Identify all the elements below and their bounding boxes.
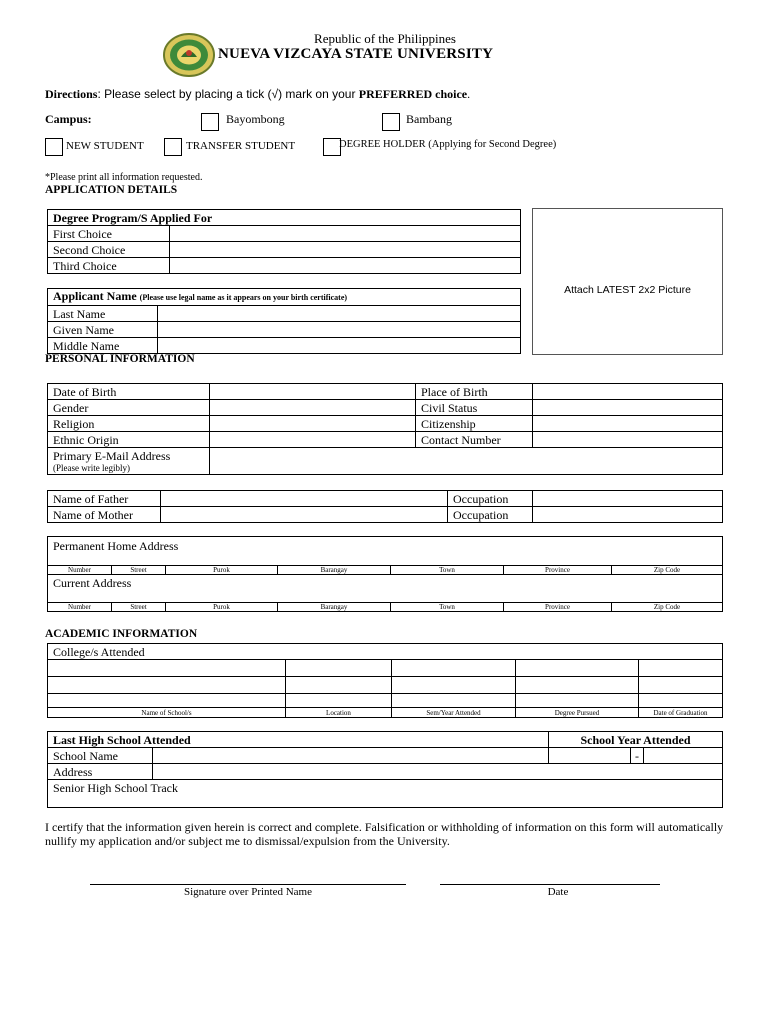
degree-pursued-caption: Degree Pursued bbox=[516, 708, 639, 718]
degree-program-header: Degree Program/S Applied For bbox=[48, 210, 521, 226]
second-choice-label: Second Choice bbox=[48, 242, 170, 258]
second-choice-field[interactable] bbox=[170, 242, 521, 258]
hs-header: Last High School Attended bbox=[48, 732, 549, 748]
contact-number-label: Contact Number bbox=[416, 432, 533, 448]
college-row2-degree[interactable] bbox=[516, 677, 639, 694]
hs-address-label: Address bbox=[48, 764, 153, 780]
transfer-student-label: TRANSFER STUDENT bbox=[186, 140, 296, 152]
perm-province-caption: Province bbox=[504, 566, 612, 575]
mother-occupation-field[interactable] bbox=[533, 507, 723, 523]
degree-holder-label: DEGREE HOLDER (Applying for Second Degree) bbox=[339, 139, 557, 150]
civil-status-label: Civil Status bbox=[416, 400, 533, 416]
religion-label: Religion bbox=[48, 416, 210, 432]
college-row3-location[interactable] bbox=[286, 694, 392, 708]
curr-zip-caption: Zip Code bbox=[612, 603, 723, 612]
shs-track-label: Senior High School Track bbox=[53, 781, 179, 795]
school-name-label: School Name bbox=[48, 748, 153, 764]
mother-label: Name of Mother bbox=[48, 507, 161, 523]
applicant-name-header bbox=[48, 289, 521, 306]
shs-track-field[interactable] bbox=[48, 780, 723, 808]
dob-label: Date of Birth bbox=[48, 384, 210, 400]
college-row1-location[interactable] bbox=[286, 660, 392, 677]
school-name-caption: Name of School/s bbox=[48, 708, 286, 718]
curr-barangay-caption: Barangay bbox=[278, 603, 391, 612]
gender-field[interactable] bbox=[210, 400, 416, 416]
date-graduation-caption: Date of Graduation bbox=[639, 708, 723, 718]
pob-field[interactable] bbox=[533, 384, 723, 400]
applicant-name-note: (Please use legal name as it appears on your birth certificate) bbox=[139, 293, 348, 302]
hs-year-dash: - bbox=[631, 748, 644, 764]
last-name-field[interactable] bbox=[158, 306, 521, 322]
mother-field[interactable] bbox=[161, 507, 448, 523]
parents-table bbox=[47, 490, 723, 523]
last-name-label: Last Name bbox=[48, 306, 158, 322]
directions-emph: PREFERRED choice bbox=[358, 87, 468, 101]
middle-name-field[interactable] bbox=[158, 338, 521, 354]
campus-bambang-label: Bambang bbox=[406, 112, 452, 126]
university-seal bbox=[163, 33, 215, 77]
college-row3-degree[interactable] bbox=[516, 694, 639, 708]
civil-status-field[interactable] bbox=[533, 400, 723, 416]
applicant-name-table bbox=[47, 288, 521, 354]
religion-field[interactable] bbox=[210, 416, 416, 432]
hs-year-header: School Year Attended bbox=[549, 732, 723, 748]
curr-street-caption: Street bbox=[112, 603, 166, 612]
college-row3-school[interactable] bbox=[48, 694, 286, 708]
college-row1-graduation[interactable] bbox=[639, 660, 723, 677]
dob-field[interactable] bbox=[210, 384, 416, 400]
email-note: (Please write legibly) bbox=[53, 463, 130, 473]
certification-text: I certify that the information given herein is correct and complete. Falsification or withholding of information on this form will automatically nullify my application and/or subject me to dismissal/expulsion from the University. bbox=[45, 820, 724, 848]
directions-end: . bbox=[467, 87, 471, 101]
third-choice-field[interactable] bbox=[170, 258, 521, 274]
photo-label: Attach LATEST 2x2 Picture bbox=[564, 284, 691, 296]
personal-information-heading: PERSONAL INFORMATION bbox=[45, 353, 195, 365]
new-student-checkbox[interactable] bbox=[45, 138, 63, 156]
signature-line[interactable] bbox=[90, 884, 406, 885]
hs-year-end-field[interactable] bbox=[644, 748, 723, 764]
given-name-field[interactable] bbox=[158, 322, 521, 338]
ethnic-origin-field[interactable] bbox=[210, 432, 416, 448]
directions bbox=[45, 87, 470, 102]
degree-program-table bbox=[47, 209, 521, 274]
photo-box[interactable] bbox=[532, 208, 723, 355]
father-occupation-field[interactable] bbox=[533, 491, 723, 507]
pob-label: Place of Birth bbox=[416, 384, 533, 400]
first-choice-field[interactable] bbox=[170, 226, 521, 242]
first-choice-label: First Choice bbox=[48, 226, 170, 242]
college-row3-sem[interactable] bbox=[392, 694, 516, 708]
college-row2-graduation[interactable] bbox=[639, 677, 723, 694]
signature-label: Signature over Printed Name bbox=[184, 886, 312, 898]
colleges-attended-label: College/s Attended bbox=[48, 644, 723, 660]
father-field[interactable] bbox=[161, 491, 448, 507]
campus-bayombong-label: Bayombong bbox=[226, 112, 285, 126]
father-label: Name of Father bbox=[48, 491, 161, 507]
republic-label: Republic of the Philippines bbox=[314, 31, 456, 46]
permanent-address-label: Permanent Home Address bbox=[53, 539, 179, 553]
perm-street-caption: Street bbox=[112, 566, 166, 575]
college-table bbox=[47, 643, 723, 718]
given-name-label: Given Name bbox=[48, 322, 158, 338]
email-field[interactable] bbox=[210, 448, 723, 475]
current-address-label: Current Address bbox=[53, 576, 132, 590]
campus-bayombong-checkbox[interactable] bbox=[201, 113, 219, 131]
applicant-name-title: Applicant Name bbox=[53, 289, 137, 303]
college-row2-location[interactable] bbox=[286, 677, 392, 694]
curr-number-caption: Number bbox=[48, 603, 112, 612]
print-note: *Please print all information requested. bbox=[45, 172, 203, 183]
email-label-cell bbox=[48, 448, 210, 475]
perm-number-caption: Number bbox=[48, 566, 112, 575]
contact-number-field[interactable] bbox=[533, 432, 723, 448]
transfer-student-checkbox[interactable] bbox=[164, 138, 182, 156]
academic-information-heading: ACADEMIC INFORMATION bbox=[45, 628, 198, 640]
high-school-table bbox=[47, 731, 723, 808]
university-name: NUEVA VIZCAYA STATE UNIVERSITY bbox=[218, 46, 494, 62]
hs-year-start-field[interactable] bbox=[549, 748, 631, 764]
location-caption: Location bbox=[286, 708, 392, 718]
hs-address-field[interactable] bbox=[153, 764, 723, 780]
college-row2-sem[interactable] bbox=[392, 677, 516, 694]
campus-label: Campus: bbox=[45, 112, 92, 126]
new-student-label: NEW STUDENT bbox=[66, 140, 144, 152]
citizenship-label: Citizenship bbox=[416, 416, 533, 432]
father-occupation-label: Occupation bbox=[448, 491, 533, 507]
date-line[interactable] bbox=[440, 884, 660, 885]
directions-label: Directions bbox=[45, 87, 98, 101]
curr-town-caption: Town bbox=[391, 603, 504, 612]
email-label: Primary E-Mail Address bbox=[53, 449, 171, 463]
citizenship-field[interactable] bbox=[533, 416, 723, 432]
middle-name-label: Middle Name bbox=[48, 338, 158, 354]
current-address-field[interactable] bbox=[48, 575, 723, 603]
ethnic-origin-label: Ethnic Origin bbox=[48, 432, 210, 448]
mother-occupation-label: Occupation bbox=[448, 507, 533, 523]
college-row2-school[interactable] bbox=[48, 677, 286, 694]
personal-info-table bbox=[47, 383, 723, 475]
curr-purok-caption: Purok bbox=[166, 603, 278, 612]
college-row1-school[interactable] bbox=[48, 660, 286, 677]
sem-year-caption: Sem/Year Attended bbox=[392, 708, 516, 718]
perm-zip-caption: Zip Code bbox=[612, 566, 723, 575]
third-choice-label: Third Choice bbox=[48, 258, 170, 274]
college-row1-sem[interactable] bbox=[392, 660, 516, 677]
directions-text: : Please select by placing a tick (√) mark on your bbox=[97, 87, 359, 101]
college-row1-degree[interactable] bbox=[516, 660, 639, 677]
application-details-heading: APPLICATION DETAILS bbox=[45, 184, 178, 196]
perm-barangay-caption: Barangay bbox=[278, 566, 391, 575]
perm-town-caption: Town bbox=[391, 566, 504, 575]
gender-label: Gender bbox=[48, 400, 210, 416]
address-table bbox=[47, 536, 723, 612]
date-label: Date bbox=[547, 886, 569, 898]
campus-bambang-checkbox[interactable] bbox=[382, 113, 400, 131]
permanent-address-field[interactable] bbox=[48, 537, 723, 566]
perm-purok-caption: Purok bbox=[166, 566, 278, 575]
school-name-field[interactable] bbox=[153, 748, 549, 764]
college-row3-graduation[interactable] bbox=[639, 694, 723, 708]
curr-province-caption: Province bbox=[504, 603, 612, 612]
